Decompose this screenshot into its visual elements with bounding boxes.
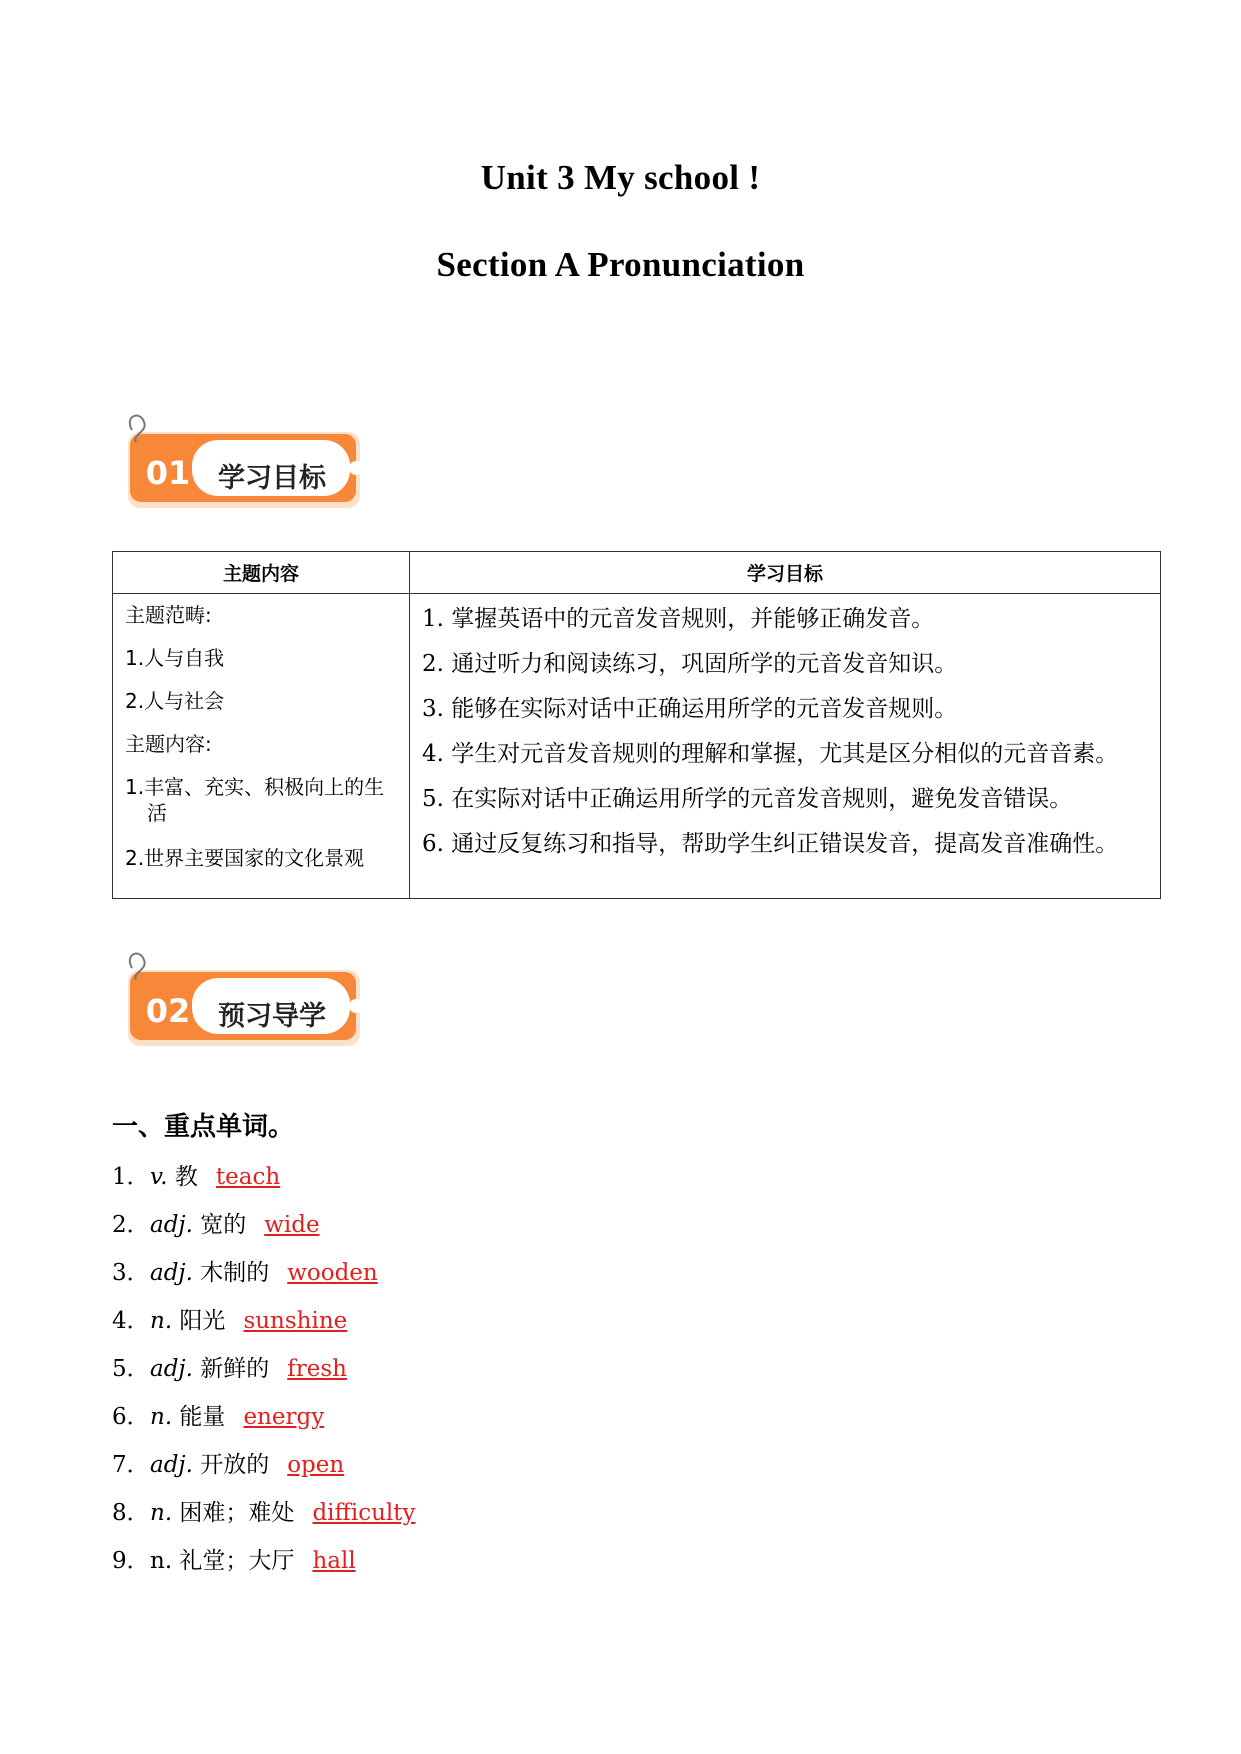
list-item <box>112 1306 416 1354</box>
section-badge-01 <box>122 412 362 512</box>
theme-line: 1.丰富、充实、积极向上的生活 <box>125 775 385 825</box>
goal-item: 6. 通过反复练习和指导，帮助学生纠正错误发音，提高发音准确性。 <box>422 831 1119 857</box>
answer-blank: sunshine <box>243 1308 348 1334</box>
item-number: 6． <box>112 1404 150 1430</box>
theme-cell <box>113 594 410 899</box>
meaning: 开放的 <box>192 1452 270 1478</box>
part-of-speech: n. <box>150 1404 173 1430</box>
part-of-speech: adj. <box>150 1452 193 1478</box>
theme-line: 主题内容: <box>125 732 212 756</box>
list-item <box>112 1354 416 1402</box>
table-row <box>113 594 1161 899</box>
meaning: 宽的 <box>192 1212 247 1238</box>
goal-item: 5. 在实际对话中正确运用所学的元音发音规则，避免发音错误。 <box>422 786 1073 812</box>
item-number: 5． <box>112 1356 150 1382</box>
part-of-speech: adj. <box>150 1260 193 1286</box>
answer-blank: difficulty <box>312 1500 416 1526</box>
page-subtitle: Section A Pronunciation <box>436 245 805 284</box>
answer-blank: hall <box>312 1548 356 1574</box>
table-header-row <box>113 552 1161 594</box>
answer-blank: wide <box>264 1212 320 1238</box>
meaning: 礼堂；大厅 <box>172 1548 295 1574</box>
theme-line: 2.人与社会 <box>125 689 225 713</box>
list-item <box>112 1210 416 1258</box>
item-number: 9． <box>112 1548 150 1574</box>
part-of-speech: n. <box>150 1308 173 1334</box>
item-number: 3． <box>112 1260 150 1286</box>
part-of-speech: adj. <box>150 1356 193 1382</box>
learning-goals-table <box>112 551 1161 899</box>
goal-item: 2. 通过听力和阅读练习，巩固所学的元音发音知识。 <box>422 651 958 677</box>
meaning: 阳光 <box>172 1308 226 1334</box>
item-number: 2． <box>112 1212 150 1238</box>
part-of-speech: n. <box>150 1500 173 1526</box>
goals-cell <box>410 594 1161 899</box>
list-item <box>112 1450 416 1498</box>
item-number: 7． <box>112 1452 150 1478</box>
theme-line: 主题范畴: <box>125 603 212 627</box>
list-item <box>112 1546 416 1594</box>
list-item <box>112 1162 416 1210</box>
part-of-speech: n. <box>150 1548 173 1574</box>
meaning: 能量 <box>172 1404 226 1430</box>
theme-line: 2.世界主要国家的文化景观 <box>125 846 365 870</box>
table-header-theme: 主题内容 <box>113 552 410 594</box>
answer-blank: energy <box>243 1404 325 1430</box>
vocab-list <box>112 1162 416 1594</box>
meaning: 木制的 <box>192 1260 270 1286</box>
answer-blank: wooden <box>287 1260 378 1286</box>
badge-number: 01 <box>145 454 191 492</box>
goal-item: 3. 能够在实际对话中正确运用所学的元音发音规则。 <box>422 696 958 722</box>
table-header-goals: 学习目标 <box>410 552 1161 594</box>
vocab-heading: 一、重点单词。 <box>112 1112 295 1142</box>
goal-item: 1. 掌握英语中的元音发音规则，并能够正确发音。 <box>422 606 935 632</box>
item-number: 4． <box>112 1308 150 1334</box>
meaning: 新鲜的 <box>192 1356 270 1382</box>
badge-label: 预习导学 <box>218 1001 326 1032</box>
item-number: 1． <box>112 1164 150 1190</box>
list-item <box>112 1402 416 1450</box>
meaning: 困难；难处 <box>172 1500 295 1526</box>
answer-blank: fresh <box>287 1356 347 1382</box>
list-item <box>112 1498 416 1546</box>
item-number: 8． <box>112 1500 150 1526</box>
theme-line: 1.人与自我 <box>125 646 225 670</box>
badge-label: 学习目标 <box>218 463 326 494</box>
part-of-speech: adj. <box>150 1212 193 1238</box>
badge-number: 02 <box>145 992 191 1030</box>
section-badge-02 <box>122 950 362 1050</box>
part-of-speech: v. <box>150 1164 168 1190</box>
answer-blank: open <box>287 1452 345 1478</box>
answer-blank: teach <box>215 1164 281 1190</box>
page-title: Unit 3 My school ! <box>480 158 761 197</box>
list-item <box>112 1258 416 1306</box>
meaning: 教 <box>167 1164 198 1190</box>
goal-item: 4. 学生对元音发音规则的理解和掌握，尤其是区分相似的元音音素。 <box>422 741 1119 767</box>
